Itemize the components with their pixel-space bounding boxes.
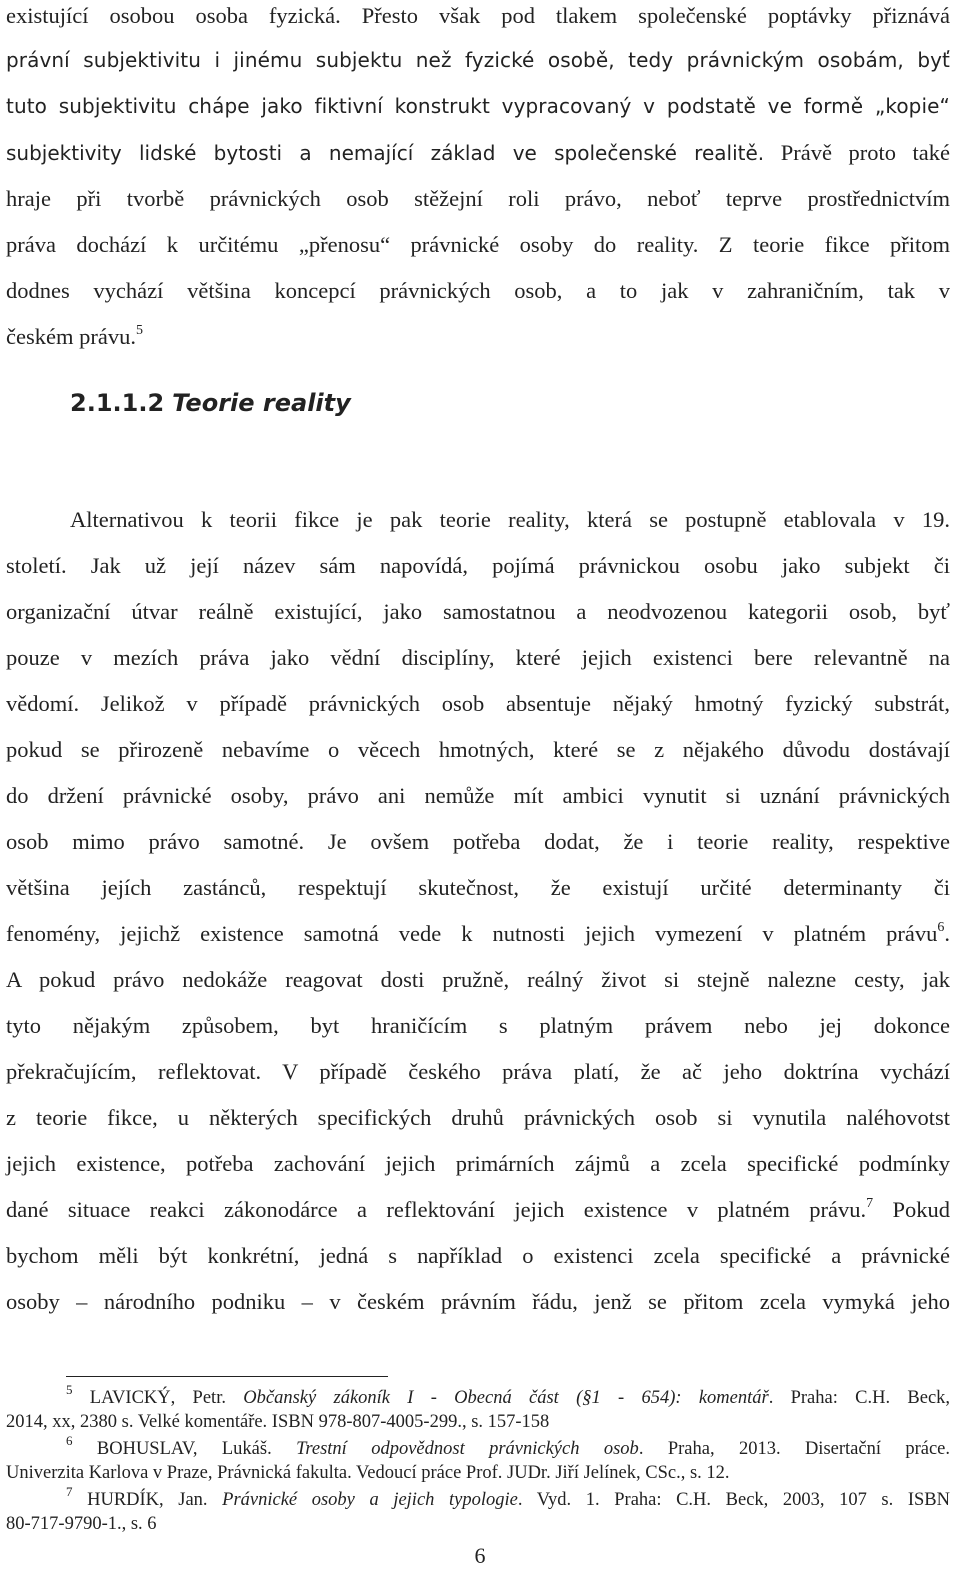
paragraph-line: vědomí. Jelikož v případě právnických osob absentuje nějaký hmotný fyzický substrát, <box>6 691 950 716</box>
paragraph-line: většina jejích zastánců, respektují skutečnost, že existují určité determinanty či <box>6 875 950 900</box>
paragraph-line: tyto nějakým způsobem, byt hraničícím s platným právem nebo jej dokonce <box>6 1013 950 1038</box>
page-number: 6 <box>474 1543 486 1568</box>
paragraph-line: bychom měli být konkrétní, jedná s například o existenci zcela specifické a právnické <box>6 1243 950 1268</box>
section-heading <box>70 386 351 420</box>
footnote-ref: 5 <box>135 322 143 338</box>
paragraph-line: pokud se přirozeně nebavíme o věcech hmotných, které se z nějakého důvodu dostávají <box>6 737 950 762</box>
footnote-5: $^5$ LAVICKÝ, Petr. Občanský zákoník I - Obecná část (§1 - 654): komentář. Praha: C.H. Beck, <box>66 1381 951 1408</box>
paragraph-line: osob mimo právo samotné. Je ovšem potřeba dodat, že i teorie reality, respektive <box>6 829 950 854</box>
paragraph-line: do držení právnické osoby, právo ani nemůže mít ambici vynutit si uznání právnických <box>6 783 950 808</box>
section-number: 2.1.1.2 <box>70 389 165 417</box>
paragraph-line: hraje při tvorbě právnických osob stěžejní roli právo, neboť teprve prostřednictvím <box>6 186 950 211</box>
paragraph-line: fenomény, jejichž existence samotná vede k nutnosti jejich vymezení v platném právu$^6$. <box>6 919 950 946</box>
paragraph-line: subjektivity lidské bytosti a nemající základ ve společenské realitě. Právě proto také <box>6 140 951 165</box>
footnote-5-cont: 2014, xx, 2380 s. Velké komentáře. ISBN 978-807-4005-299., s. 157-158 <box>6 1412 550 1432</box>
paragraph-line: A pokud právo nedokáže reagovat dosti pružně, reálný život si stejně nalezne cesty, jak <box>6 967 950 992</box>
paragraph-line: práva dochází k určitému „přenosu“ právnické osoby do reality. Z teorie fikce přitom <box>6 232 950 257</box>
footnote-ref: 7 <box>866 1195 874 1211</box>
paragraph-line: Alternativou k teorii fikce je pak teorie reality, která se postupně etablovala v 19. <box>70 507 950 532</box>
footnote-6-cont: Univerzita Karlova v Praze, Právnická fakulta. Vedoucí práce Prof. JUDr. Jiří Jelínek, CSc., s. 12. <box>6 1463 730 1483</box>
paragraph-line: tuto subjektivitu chápe jako fiktivní konstrukt vypracovaný v podstatě ve formě „kopie“ <box>6 94 950 118</box>
paragraph-line: existující osobou osoba fyzická. Přesto však pod tlakem společenské poptávky přiznává <box>6 3 950 28</box>
paragraph-line: století. Jak už její název sám napovídá, pojímá právnickou osobu jako subjekt či <box>6 553 950 578</box>
paragraph-line: osoby – národního podniku – v českém právním řádu, jenž se přitom zcela vymyká jeho <box>6 1289 950 1314</box>
section-title: Teorie reality <box>172 389 351 417</box>
footnote-6: $^6$ BOHUSLAV, Lukáš. Trestní odpovědnost právnických osob. Praha, 2013. Disertační práce. <box>66 1432 951 1459</box>
footnote-7: $^7$ HURDÍK, Jan. Právnické osoby a jejich typologie. Vyd. 1. Praha: C.H. Beck, 2003, 107 s. ISBN <box>66 1483 950 1510</box>
paragraph-line: dané situace reakci zákonodárce a reflektování jejich existence v platném právu.$^7$ Pokud <box>6 1195 950 1222</box>
paragraph-line: českém právu.$^5$ <box>6 322 143 349</box>
paragraph-line: organizační útvar reálně existující, jako samostatnou a neodvozenou kategorii osob, byť <box>6 599 950 624</box>
paragraph-line: z teorie fikce, u některých specifických druhů právnických osob si vynutila naléhovotst <box>6 1105 950 1130</box>
footnote-separator <box>66 1376 388 1377</box>
footnote-ref: 6 <box>937 919 945 935</box>
paragraph-line: překračujícím, reflektovat. V případě českého práva platí, že ač jeho doktrína vychází <box>6 1059 950 1084</box>
paragraph-line: pouze v mezích práva jako vědní disciplíny, které jejich existenci bere relevantně na <box>6 645 950 670</box>
paragraph-line: jejich existence, potřeba zachování jejich primárních zájmů a zcela specifické podmínky <box>6 1151 950 1176</box>
paragraph-line: dodnes vychází většina koncepcí právnických osob, a to jak v zahraničním, tak v <box>6 278 950 303</box>
paragraph-line: právní subjektivitu i jinému subjektu než fyzické osobě, tedy právnickým osobám, byť <box>6 48 950 72</box>
footnote-7-cont: 80-717-9790-1., s. 6 <box>6 1514 157 1534</box>
